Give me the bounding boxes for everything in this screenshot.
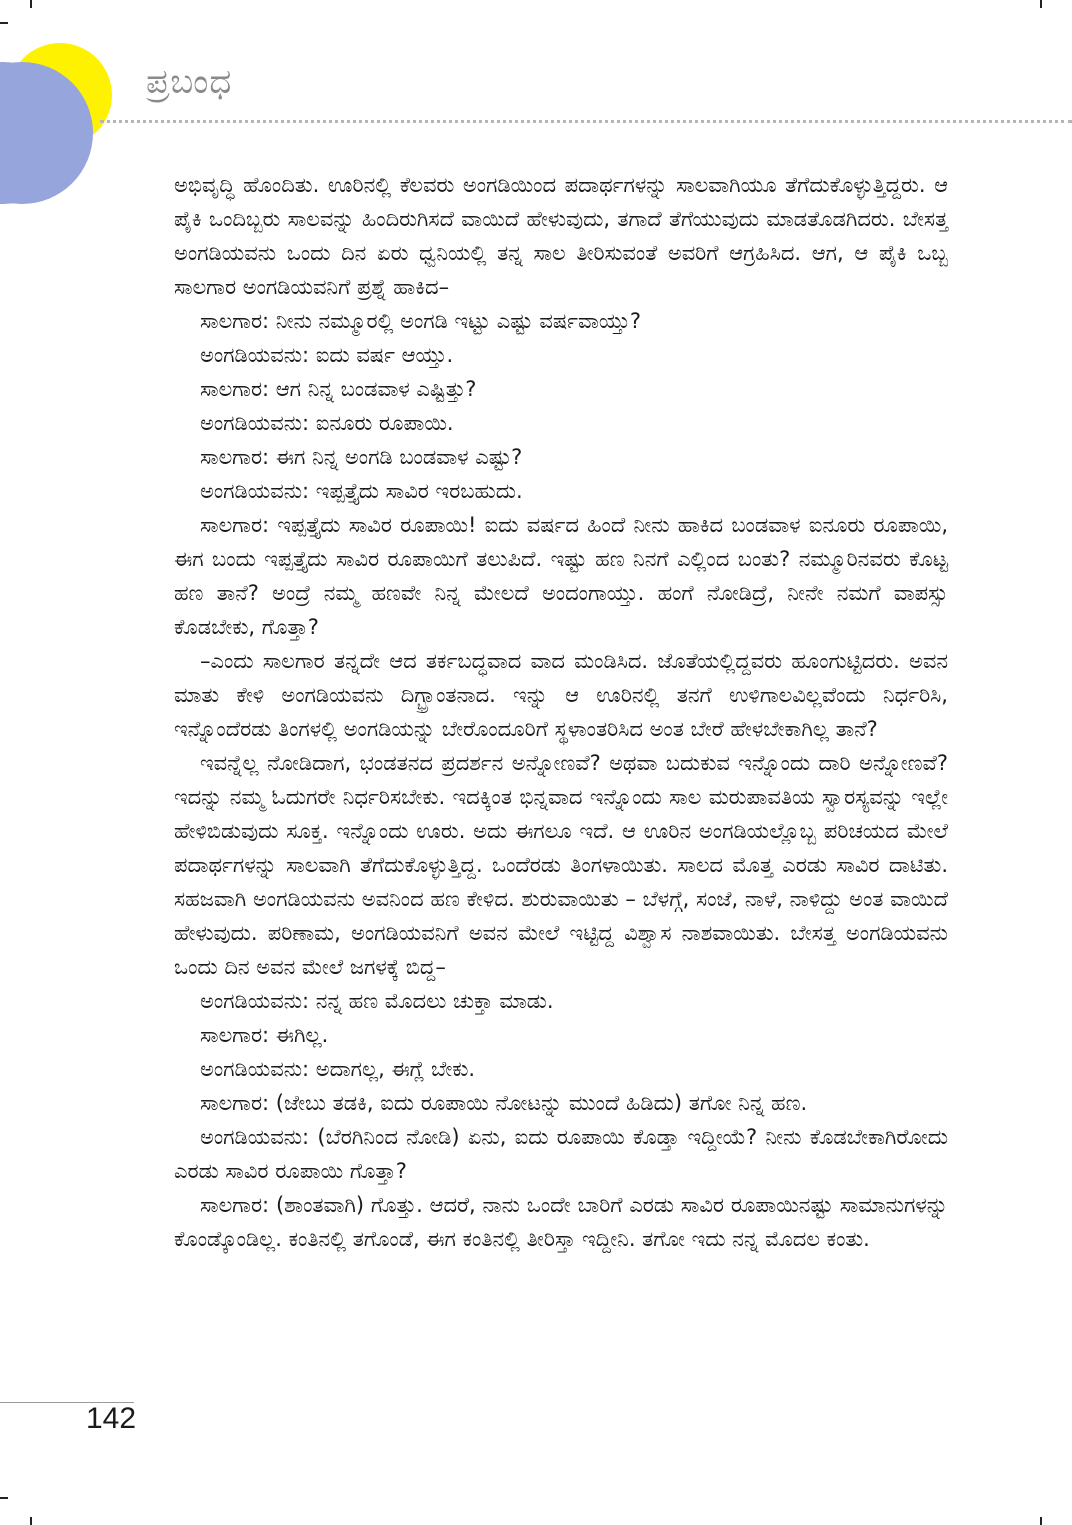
- crop-mark: [0, 22, 8, 24]
- dialogue-line: ಸಾಲಗಾರ: (ಜೇಬು ತಡಕಿ, ಐದು ರೂಪಾಯಿ ನೋಟನ್ನು ಮುಂದೆ ಹಿಡಿದು) ತಗೋ ನಿನ್ನ ಹಣ.: [200, 1091, 808, 1115]
- crop-mark: [1040, 0, 1042, 8]
- dialogue-line: ಅಂಗಡಿಯವನು: ಇಪ್ಪತ್ತೈದು ಸಾವಿರ ಇರಬಹುದು.: [200, 479, 523, 503]
- crop-mark: [30, 1517, 32, 1525]
- blue-circle: [0, 0, 140, 220]
- dialogue-line: ಸಾಲಗಾರ: ಈಗಿಲ್ಲ.: [200, 1023, 329, 1047]
- dialogue-line: ಅಂಗಡಿಯವನು: ಐನೂರು ರೂಪಾಯಿ.: [200, 411, 454, 435]
- paragraph: ಇವನ್ನೆಲ್ಲ ನೋಡಿದಾಗ, ಭಂಡತನದ ಪ್ರದರ್ಶನ ಅನ್ನೋಣವೆ? ಅಥವಾ ಬದುಕುವ ಇನ್ನೊಂದು ದಾರಿ ಅನ್ನೋಣವೆ? ಇದನ್ನು ನಮ್ಮ ಓದುಗರೇ ನಿರ್ಧರಿಸಬೇಕು. ಇದಕ್ಕಿಂತ ಭಿನ್ನವಾದ ಇನ್ನೊಂದು ಸಾಲ ಮರುಪಾವತಿಯ ಸ್ವಾರಸ್ಯವನ್ನು ಇಲ್ಲೇ ಹೇಳಿಬಿಡುವುದು ಸೂಕ್ತ. ಇನ್ನೊಂದು ಊರು. ಅದು ಈಗಲೂ ಇದೆ. ಆ ಊರಿನ ಅಂಗಡಿಯಲ್ಲೊಬ್ಬ ಪರಿಚಯದ ಮೇಲೆ ಪದಾರ್ಥಗಳನ್ನು ಸಾಲವಾಗಿ ತೆಗೆದುಕೊಳ್ಳುತ್ತಿದ್ದ. ಒಂದೆರಡು ತಿಂಗಳಾಯಿತು. ಸಾಲದ ಮೊತ್ತ ಎರಡು ಸಾವಿರ ದಾಟಿತು. ಸಹಜವಾಗಿ ಅಂಗಡಿಯವನು ಅವನಿಂದ ಹಣ ಕೇಳಿದ. ಶುರುವಾಯಿತು – ಬೆಳಗ್ಗೆ, ಸಂಜೆ, ನಾಳೆ, ನಾಳಿದ್ದು ಅಂತ ವಾಯಿದೆ ಹೇಳುವುದು. ಪರಿಣಾಮ, ಅಂಗಡಿಯವನಿಗೆ ಅವನ ಮೇಲೆ ಇಟ್ಟಿದ್ದ ವಿಶ್ವಾಸ ನಾಶವಾಯಿತು. ಬೇಸತ್ತ ಅಂಗಡಿಯವನು ಒಂದು ದಿನ ಅವನ ಮೇಲೆ ಜಗಳಕ್ಕೆ ಬಿದ್ದ–: [174, 751, 948, 979]
- crop-mark: [0, 1497, 8, 1499]
- page-number: 142: [86, 1402, 137, 1435]
- dialogue-line: ಸಾಲಗಾರ: (ಶಾಂತವಾಗಿ) ಗೊತ್ತು. ಆದರೆ, ನಾನು ಒಂದೇ ಬಾರಿಗೆ ಎರಡು ಸಾವಿರ ರೂಪಾಯಿನಷ್ಟು ಸಾಮಾನುಗಳನ್ನು ಕೊಂಡ್ಕೊಂಡಿಲ್ಲ. ಕಂತಿನಲ್ಲಿ ತಗೊಂಡೆ, ಈಗ ಕಂತಿನಲ್ಲಿ ತೀರಿಸ್ತಾ ಇದ್ದೀನಿ. ತಗೋ ಇದು ನನ್ನ ಮೊದಲ ಕಂತು.: [174, 1193, 948, 1251]
- paragraph: ಅಭಿವೃದ್ಧಿ ಹೊಂದಿತು. ಊರಿನಲ್ಲಿ ಕೆಲವರು ಅಂಗಡಿಯಿಂದ ಪದಾರ್ಥಗಳನ್ನು ಸಾಲವಾಗಿಯೂ ತೆಗೆದುಕೊಳ್ಳುತ್ತಿದ್ದರು. ಆ ಪೈಕಿ ಒಂದಿಬ್ಬರು ಸಾಲವನ್ನು ಹಿಂದಿರುಗಿಸದೆ ವಾಯಿದೆ ಹೇಳುವುದು, ತಗಾದೆ ತೆಗೆಯುವುದು ಮಾಡತೊಡಗಿದರು. ಬೇಸತ್ತ ಅಂಗಡಿಯವನು ಒಂದು ದಿನ ಏರು ಧ್ವನಿಯಲ್ಲಿ ತನ್ನ ಸಾಲ ತೀರಿಸುವಂತೆ ಅವರಿಗೆ ಆಗ್ರಹಿಸಿದ. ಆಗ, ಆ ಪೈಕಿ ಒಬ್ಬ ಸಾಲಗಾರ ಅಂಗಡಿಯವನಿಗೆ ಪ್ರಶ್ನೆ ಹಾಕಿದ–: [174, 173, 948, 299]
- dialogue-line: ಸಾಲಗಾರ: ಆಗ ನಿನ್ನ ಬಂಡವಾಳ ಎಷ್ಟಿತ್ತು?: [200, 377, 477, 401]
- article-body: [174, 168, 948, 1256]
- paragraph: –ಎಂದು ಸಾಲಗಾರ ತನ್ನದೇ ಆದ ತರ್ಕಬದ್ಧವಾದ ವಾದ ಮಂಡಿಸಿದ. ಜೊತೆಯಲ್ಲಿದ್ದವರು ಹೂಂಗುಟ್ಟಿದರು. ಅವನ ಮಾತು ಕೇಳಿ ಅಂಗಡಿಯವನು ದಿಗ್ಭ್ರಾಂತನಾದ. ಇನ್ನು ಆ ಊರಿನಲ್ಲಿ ತನಗೆ ಉಳಿಗಾಲವಿಲ್ಲವೆಂದು ನಿರ್ಧರಿಸಿ, ಇನ್ನೊಂದೆರಡು ತಿಂಗಳಲ್ಲಿ ಅಂಗಡಿಯನ್ನು ಬೇರೊಂದೂರಿಗೆ ಸ್ಥಳಾಂತರಿಸಿದ ಅಂತ ಬೇರೆ ಹೇಳಬೇಕಾಗಿಲ್ಲ ತಾನೆ?: [174, 649, 948, 741]
- dialogue-line: ಅಂಗಡಿಯವನು: (ಬೆರಗಿನಿಂದ ನೋಡಿ) ಏನು, ಐದು ರೂಪಾಯಿ ಕೊಡ್ತಾ ಇದ್ದೀಯೆ? ನೀನು ಕೊಡಬೇಕಾಗಿರೋದು ಎರಡು ಸಾವಿರ ರೂಪಾಯಿ ಗೊತ್ತಾ?: [174, 1125, 948, 1183]
- dialogue-line: ಅಂಗಡಿಯವನು: ನನ್ನ ಹಣ ಮೊದಲು ಚುಕ್ತಾ ಮಾಡು.: [200, 989, 554, 1013]
- dialogue-line: ಸಾಲಗಾರ: ಇಪ್ಪತ್ತೈದು ಸಾವಿರ ರೂಪಾಯಿ! ಐದು ವರ್ಷದ ಹಿಂದೆ ನೀನು ಹಾಕಿದ ಬಂಡವಾಳ ಐನೂರು ರೂಪಾಯಿ, ಈಗ ಬಂದು ಇಪ್ಪತ್ತೈದು ಸಾವಿರ ರೂಪಾಯಿಗೆ ತಲುಪಿದೆ. ಇಷ್ಟು ಹಣ ನಿನಗೆ ಎಲ್ಲಿಂದ ಬಂತು? ನಮ್ಮೂರಿನವರು ಕೊಟ್ಟ ಹಣ ತಾನೆ? ಅಂದ್ರೆ ನಮ್ಮ ಹಣವೇ ನಿನ್ನ ಮೇಲದೆ ಅಂದಂಗಾಯ್ತು. ಹಂಗೆ ನೋಡಿದ್ರೆ, ನೀನೇ ನಮಗೆ ವಾಪಸ್ಸು ಕೊಡಬೇಕು, ಗೊತ್ತಾ?: [174, 513, 948, 639]
- crop-mark: [1040, 1517, 1042, 1525]
- section-title: ಪ್ರಬಂಧ: [146, 62, 233, 102]
- dialogue-line: ಸಾಲಗಾರ: ನೀನು ನಮ್ಮೂರಲ್ಲಿ ಅಂಗಡಿ ಇಟ್ಟು ಎಷ್ಟು ವರ್ಷವಾಯ್ತು?: [200, 309, 642, 333]
- dialogue-line: ಸಾಲಗಾರ: ಈಗ ನಿನ್ನ ಅಂಗಡಿ ಬಂಡವಾಳ ಎಷ್ಟು?: [200, 445, 523, 469]
- dialogue-line: ಅಂಗಡಿಯವನು: ಅದಾಗಲ್ಲ, ಈಗ್ಲೆ ಬೇಕು.: [200, 1057, 476, 1081]
- dialogue-line: ಅಂಗಡಿಯವನು: ಐದು ವರ್ಷ ಆಯ್ತು.: [200, 343, 454, 367]
- crop-mark: [30, 0, 32, 8]
- header-dotted-rule: [100, 120, 1072, 123]
